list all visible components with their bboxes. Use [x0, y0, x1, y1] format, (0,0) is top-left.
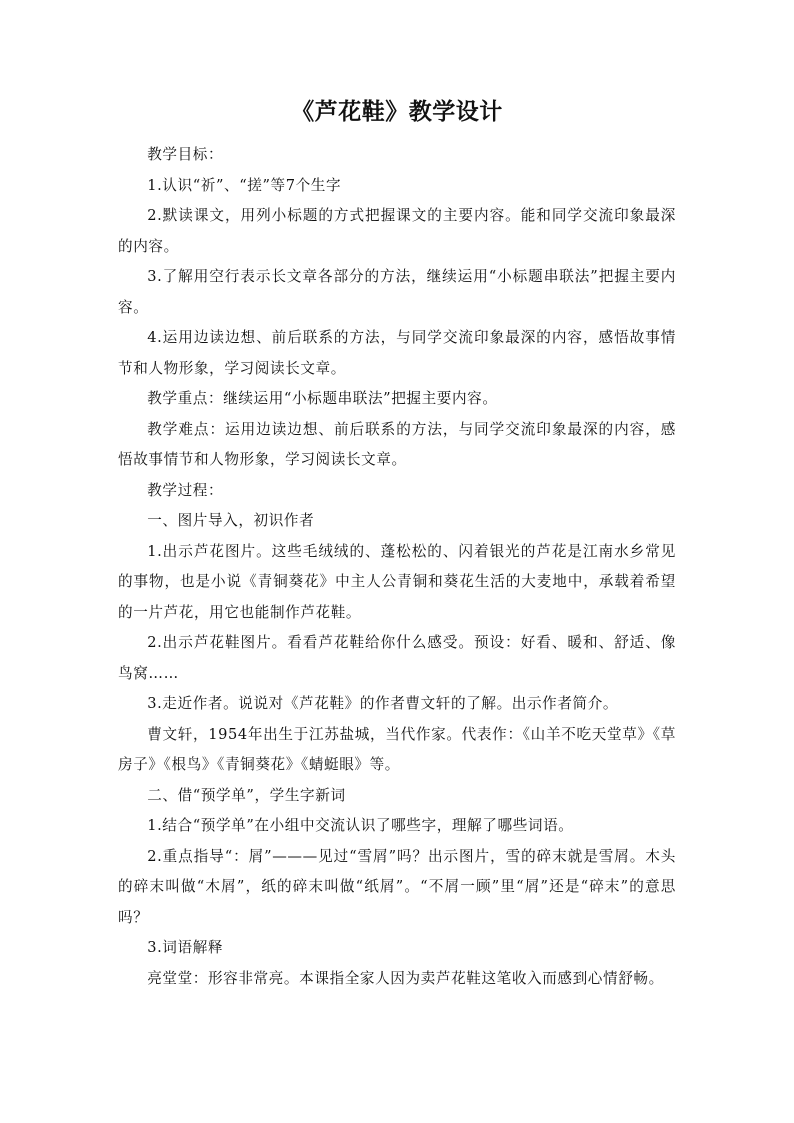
paragraph: 3.走近作者。说说对《芦花鞋》的作者曹文轩的了解。出示作者简介。: [147, 695, 619, 712]
document-title: 《芦花鞋》教学设计: [291, 99, 503, 125]
section-heading: 一、图片导入，初识作者: [147, 512, 315, 529]
paragraph: 曹文轩，1954年出生于江苏盐城，当代作家。代表作：《山羊不吃天堂草》《草房子》《根鸟》《青铜葵花》《蜻蜓眼》等。: [118, 725, 676, 773]
paragraph: 2.出示芦花鞋图片。看看芦花鞋给你什么感受。预设：好看、暖和、舒适、像鸟窝……: [118, 634, 676, 682]
paragraph: 3.了解用空行表示长文章各部分的方法，继续运用“小标题串联法”把握主要内容。: [118, 268, 676, 316]
paragraph: 2.重点指导“：屑”———见过“雪屑”吗？出示图片，雪的碎末就是雪屑。木头的碎末叫做“木屑”，纸的碎末叫做“纸屑”。“不屑一顾”里“屑”还是“碎末”的意思吗？: [118, 847, 676, 926]
section-heading: 二、借“预学单”，学生字新词: [147, 786, 346, 804]
paragraph: 亮堂堂：形容非常亮。本课指全家人因为卖芦花鞋这笔收入而感到心情舒畅。: [147, 969, 664, 987]
paragraph: 教学难点：运用边读边想、前后联系的方法，与同学交流印象最深的内容，感悟故事情节和人物形象，学习阅读长文章。: [118, 420, 676, 468]
paragraph: 4.运用边读边想、前后联系的方法，与同学交流印象最深的内容，感悟故事情节和人物形象，学习阅读长文章。: [118, 329, 676, 377]
paragraph: 教学过程：: [147, 481, 224, 499]
paragraph: 1.出示芦花图片。这些毛绒绒的、蓬松松的、闪着银光的芦花是江南水乡常见的事物，也是小说《青铜葵花》中主人公青铜和葵花生活的大麦地中，承载着希望的一片芦花，用它也能制作芦花鞋。: [118, 542, 676, 621]
paragraph: 1.结合“预学单”在小组中交流认识了哪些字，理解了哪些词语。: [147, 817, 574, 834]
paragraph: 教学重点：继续运用“小标题串联法”把握主要内容。: [147, 390, 498, 407]
paragraph: 1.认识“祈”、“搓”等7个生字: [147, 176, 342, 194]
paragraph: 3.词语解释: [147, 939, 224, 956]
paragraph: 教学目标：: [147, 146, 224, 163]
paragraph: 2.默读课文，用列小标题的方式把握课文的主要内容。能和同学交流印象最深的内容。: [118, 207, 676, 255]
